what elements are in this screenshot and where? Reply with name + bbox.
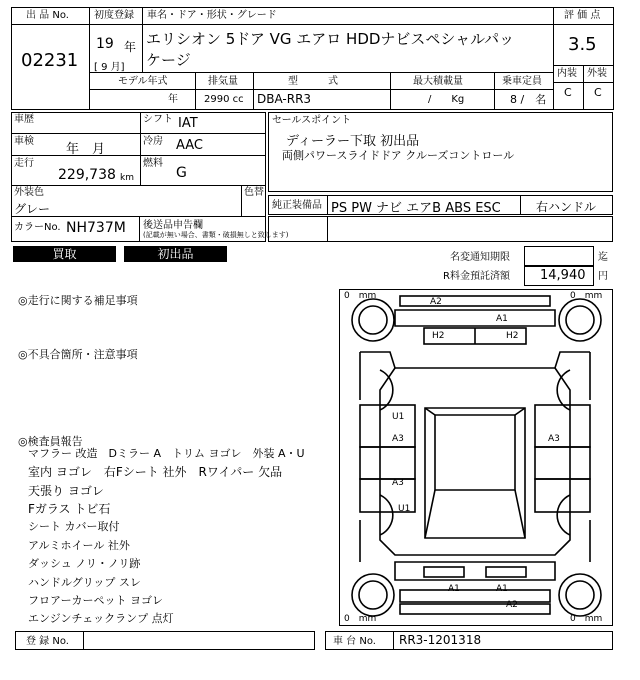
damage-mark: A1 bbox=[496, 584, 508, 594]
shift-value: IAT bbox=[178, 116, 198, 131]
report-line: ハンドルグリップ スレ bbox=[28, 576, 141, 589]
sales-point-line1: ディーラー下取 初出品 bbox=[286, 134, 420, 149]
inspection-value: 年 月 bbox=[66, 142, 106, 157]
tire-depth-fr: 0 mm bbox=[570, 291, 603, 301]
drive-notes-label: ◎走行に関する補足事項 bbox=[18, 294, 138, 307]
recycle-unit: 円 bbox=[598, 271, 608, 282]
post-doc-area bbox=[268, 216, 613, 242]
report-line: マフラー 改造 Dミラー A トリム ヨゴレ 外装 A・U bbox=[28, 447, 305, 460]
report-line: ダッシュ ノリ・ノリ跡 bbox=[28, 557, 141, 570]
steering-value: 右ハンドル bbox=[536, 200, 597, 214]
overall-grade: 3.5 bbox=[568, 34, 597, 55]
damage-mark: A3 bbox=[548, 434, 560, 444]
inspection-label: 車検 bbox=[14, 136, 34, 147]
inspector-label: ◎検査員報告 bbox=[18, 435, 83, 448]
sales-points-label: セールスポイント bbox=[272, 115, 352, 126]
report-line: シート カバー取付 bbox=[28, 520, 120, 533]
car-diagram bbox=[339, 289, 613, 626]
first-listing-badge: 初出品 bbox=[124, 246, 227, 262]
damage-mark: A3 bbox=[392, 434, 404, 444]
report-line: 天張り ヨゴレ bbox=[28, 484, 104, 498]
grade-label: 評 価 点 bbox=[564, 10, 601, 21]
exterior-grade: C bbox=[594, 86, 602, 99]
car-name-line2: ケージ bbox=[146, 51, 191, 69]
model-year-label: モデル年式 bbox=[118, 76, 168, 87]
reg-month: [ 9 月] bbox=[94, 62, 125, 73]
displacement-label: 排気量 bbox=[208, 76, 238, 87]
report-line: Fガラス トビ石 bbox=[28, 502, 111, 516]
name-change-field bbox=[524, 246, 594, 266]
recycle-value: 14,940 bbox=[540, 268, 586, 283]
exterior-label: 外装 bbox=[587, 68, 607, 79]
type-label: 型 式 bbox=[288, 76, 338, 87]
mileage-unit: km bbox=[120, 173, 134, 183]
equipment-label: 純正装備品 bbox=[272, 200, 322, 211]
report-line: フロアーカーペット ヨゴレ bbox=[28, 594, 163, 607]
color-value: グレー bbox=[14, 202, 51, 216]
registration-label: 登 録 No. bbox=[26, 636, 69, 647]
ac-label: 冷房 bbox=[143, 136, 163, 147]
report-line: エンジンチェックランプ 点灯 bbox=[28, 612, 174, 625]
damage-mark: A2 bbox=[430, 297, 442, 307]
report-line: アルミホイール 社外 bbox=[28, 539, 130, 552]
fuel-value: G bbox=[176, 165, 187, 181]
first-reg-label: 初度登録 bbox=[94, 10, 134, 21]
color-no-label: カラーNo. bbox=[14, 222, 61, 233]
equipment-items: PS PW ナビ エアB ABS ESC bbox=[331, 201, 501, 216]
damage-mark: U1 bbox=[392, 412, 405, 422]
defects-label: ◎不具合箇所・注意事項 bbox=[18, 348, 138, 361]
damage-mark: A2 bbox=[506, 600, 518, 610]
reg-year-unit: 年 bbox=[124, 40, 137, 54]
recycle-label: R料金預託済額 bbox=[443, 271, 510, 282]
damage-mark: A1 bbox=[496, 314, 508, 324]
displacement-value: 2990 cc bbox=[204, 94, 244, 105]
max-load-label: 最大積載量 bbox=[413, 76, 463, 87]
name-change-label: 名変通知期限 bbox=[450, 252, 510, 263]
tire-depth-rr: 0 mm bbox=[570, 614, 603, 624]
interior-label: 内装 bbox=[557, 68, 577, 79]
mileage-value: 229,738 bbox=[58, 167, 116, 183]
capacity-label: 乗車定員 bbox=[502, 76, 542, 87]
capacity-value: 8 / 名 bbox=[510, 93, 547, 106]
buy-badge: 買取 bbox=[13, 246, 116, 262]
color-swap-label: 色替 bbox=[244, 187, 264, 198]
shift-label: シフト bbox=[143, 114, 173, 125]
chassis-number: RR3-1201318 bbox=[399, 633, 482, 647]
post-doc-note: (記載が無い場合、書類・破損無しと致します) bbox=[143, 231, 289, 239]
damage-mark: U1 bbox=[398, 504, 411, 514]
report-line: 室内 ヨゴレ 右Fシート 社外 Rワイパー 欠品 bbox=[28, 465, 283, 479]
mileage-label: 走行 bbox=[14, 158, 34, 169]
color-label: 外装色 bbox=[14, 187, 44, 198]
lot-label: 出 品 No. bbox=[26, 10, 69, 21]
fuel-label: 燃料 bbox=[143, 158, 163, 169]
car-name-label: 車名・ドア・形状・グレード bbox=[147, 10, 277, 21]
type-value: DBA-RR3 bbox=[257, 92, 312, 106]
tire-depth-rl: 0 mm bbox=[344, 614, 377, 624]
car-outline-drawing bbox=[340, 290, 612, 625]
ac-value: AAC bbox=[176, 138, 203, 153]
history-label: 車歴 bbox=[14, 114, 34, 125]
tire-depth-fl: 0 mm bbox=[344, 291, 377, 301]
color-no-value: NH737M bbox=[66, 220, 126, 236]
model-year-unit: 年 bbox=[168, 94, 178, 105]
name-change-unit: 迄 bbox=[598, 252, 608, 263]
max-load-value: / Kg bbox=[428, 94, 465, 105]
lot-number: 02231 bbox=[21, 50, 79, 71]
damage-mark: A3 bbox=[392, 478, 404, 488]
car-name-line1: エリシオン 5ドア VG エアロ HDDナビスペシャルパッ bbox=[146, 30, 515, 48]
interior-grade: C bbox=[564, 86, 572, 99]
damage-mark: H2 bbox=[432, 331, 445, 341]
reg-year: 19 bbox=[96, 36, 114, 52]
chassis-label: 車 台 No. bbox=[333, 636, 376, 647]
damage-mark: H2 bbox=[506, 331, 519, 341]
sales-point-line2: 両側パワースライドドア クルーズコントロール bbox=[282, 149, 515, 162]
post-doc-label: 後送品申告欄 bbox=[143, 220, 203, 231]
damage-mark: A1 bbox=[448, 584, 460, 594]
